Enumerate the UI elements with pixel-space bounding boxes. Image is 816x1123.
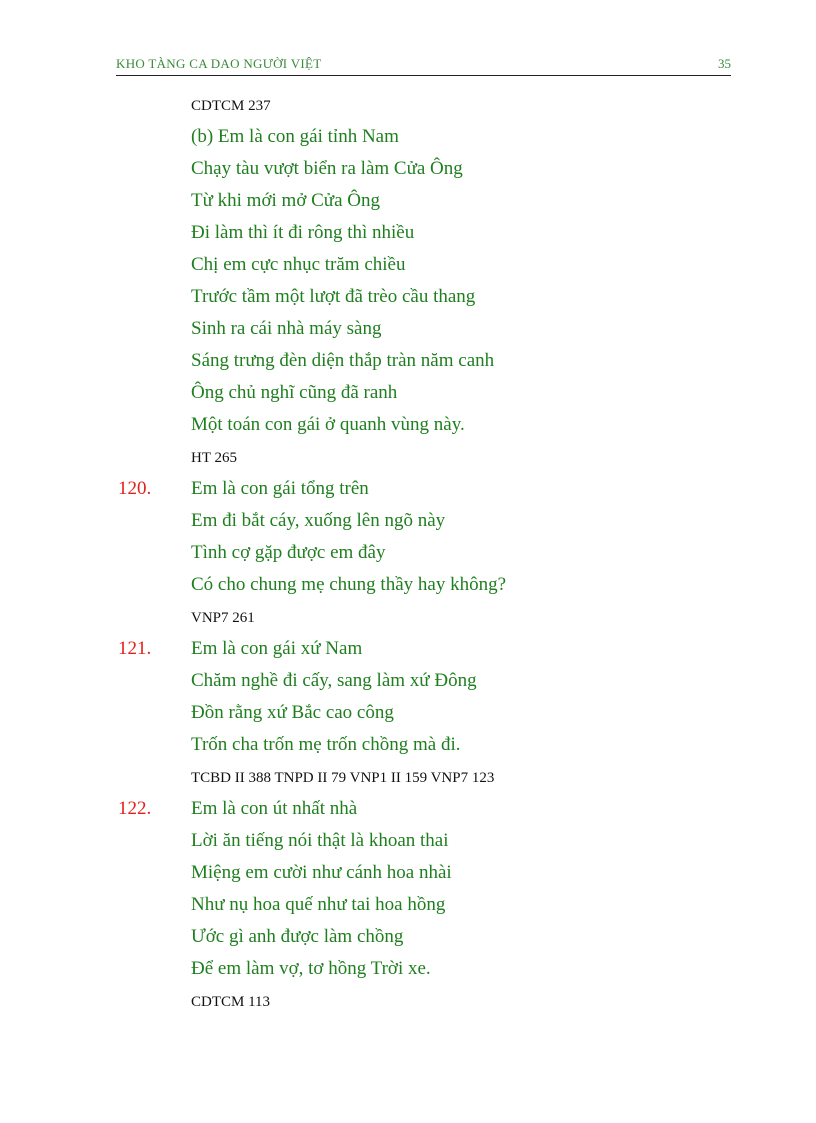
header-rule	[116, 75, 731, 76]
running-header	[116, 56, 731, 76]
verse-line	[0, 345, 816, 377]
verse-line	[0, 121, 816, 153]
verse-text: Có cho chung mẹ chung thầy hay không?	[191, 574, 507, 595]
poem-number: 121.	[118, 638, 152, 659]
source-citation-line	[0, 601, 816, 633]
verse-line	[0, 505, 816, 537]
verse-text: Đi làm thì ít đi rông thì nhiều	[191, 222, 415, 243]
verse-line	[0, 921, 816, 953]
verse-line	[0, 377, 816, 409]
verse-text: Từ khi mới mở Cửa Ông	[191, 190, 380, 211]
verse-line	[0, 473, 816, 505]
verse-text: Một toán con gái ở quanh vùng này.	[191, 414, 465, 435]
verse-line	[0, 569, 816, 601]
source-citation-line	[0, 985, 816, 1017]
source-citation: TCBD II 388 TNPD II 79 VNP1 II 159 VNP7 123	[191, 770, 495, 786]
verse-text: Sáng trưng đèn diện thắp tràn năm canh	[191, 350, 495, 371]
source-citation: CDTCM 113	[191, 994, 271, 1010]
verse-line	[0, 217, 816, 249]
verse-text: Đồn rằng xứ Bắc cao công	[191, 702, 394, 723]
verse-line	[0, 313, 816, 345]
verse-text: Em là con gái xứ Nam	[191, 638, 363, 659]
verse-line	[0, 857, 816, 889]
verse-text: Em là con gái tổng trên	[191, 478, 369, 499]
verse-line	[0, 793, 816, 825]
verse-text: Chạy tàu vượt biển ra làm Cửa Ông	[191, 158, 463, 179]
verse-text: Tình cợ gặp được em đây	[191, 542, 386, 563]
verse-text: Miệng em cười như cánh hoa nhài	[191, 862, 452, 883]
verse-line	[0, 665, 816, 697]
verse-line	[0, 153, 816, 185]
verse-line	[0, 281, 816, 313]
verse-text: (b) Em là con gái tỉnh Nam	[191, 126, 399, 147]
verse-text: Để em làm vợ, tơ hồng Trời xe.	[191, 958, 431, 979]
book-title: KHO TÀNG CA DAO NGƯỜI VIỆT	[116, 56, 322, 71]
page-number: 35	[718, 56, 731, 71]
verse-text: Ông chủ nghĩ cũng đã ranh	[191, 382, 398, 403]
source-citation: VNP7 261	[191, 610, 255, 626]
source-citation-line	[0, 441, 816, 473]
verse-text: Sinh ra cái nhà máy sàng	[191, 318, 382, 339]
verse-text: Chăm nghề đi cấy, sang làm xứ Đông	[191, 670, 477, 691]
verse-line	[0, 249, 816, 281]
poem-number: 120.	[118, 478, 152, 499]
verse-line	[0, 409, 816, 441]
verse-line	[0, 633, 816, 665]
verse-line	[0, 953, 816, 985]
verse-text: Chị em cực nhục trăm chiều	[191, 254, 406, 275]
verse-line	[0, 697, 816, 729]
verse-text: Lời ăn tiếng nói thật là khoan thai	[191, 830, 449, 851]
verse-line	[0, 889, 816, 921]
poem-body	[0, 89, 816, 1017]
source-citation-line	[0, 761, 816, 793]
verse-text: Ước gì anh được làm chồng	[191, 926, 404, 947]
verse-line	[0, 185, 816, 217]
verse-text: Như nụ hoa quế như tai hoa hồng	[191, 894, 446, 915]
verse-line	[0, 537, 816, 569]
verse-text: Trốn cha trốn mẹ trốn chồng mà đi.	[191, 734, 461, 755]
source-citation-line	[0, 89, 816, 121]
verse-line	[0, 825, 816, 857]
verse-line	[0, 729, 816, 761]
poem-number: 122.	[118, 798, 152, 819]
verse-text: Trước tầm một lượt đã trèo cầu thang	[191, 286, 476, 307]
verse-text: Em là con út nhất nhà	[191, 798, 358, 819]
source-citation: CDTCM 237	[191, 98, 271, 114]
verse-text: Em đi bắt cáy, xuống lên ngõ này	[191, 510, 446, 531]
source-citation: HT 265	[191, 450, 237, 466]
